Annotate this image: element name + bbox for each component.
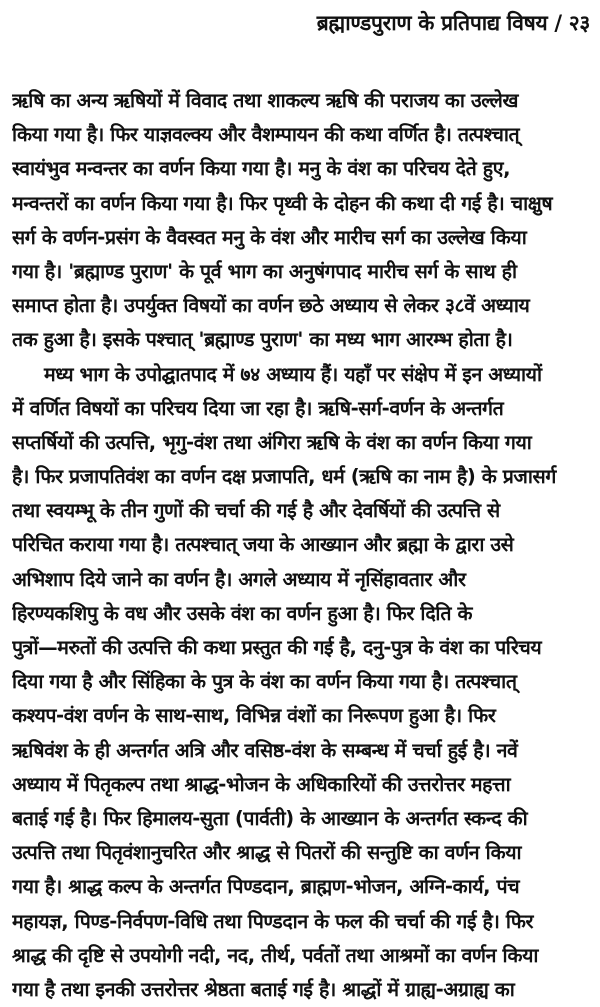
text-line: उत्पत्ति तथा पितृवंशानुचरित और श्राद्ध से पितरों की सन्तुष्टि का वर्णन किया	[12, 841, 522, 865]
text-line: बताई गई है। फिर हिमालय-सुता (पार्वती) के आख्यान के अन्तर्गत स्कन्द की	[12, 806, 528, 830]
text-line: पुत्रों—मरुतों की उत्पत्ति की कथा प्रस्तुत की गई है, दनु-पुत्र के वंश का परिचय	[12, 636, 542, 659]
text-line: समाप्त होता है। उपर्युक्त विषयों का वर्णन छठे अध्याय से लेकर ३८वें अध्याय	[12, 294, 530, 318]
text-line: अभिशाप दिये जाने का वर्णन है। अगले अध्याय में नृसिंहावतार और	[12, 567, 466, 591]
text-line: ऋषिवंश के ही अन्तर्गत अत्रि और वसिष्ठ-वंश के सम्बन्ध में चर्चा हुई है। नवें	[12, 738, 518, 762]
text-line: हिरण्यकशिपु के वध और उसके वंश का वर्णन हुआ है। फिर दिति के	[12, 601, 473, 625]
text-line: दिया गया है और सिंहिका के पुत्र के वंश का वर्णन किया गया है। तत्पश्चात्	[12, 670, 517, 694]
text-line: मध्य भाग के उपोद्घातपाद में ७४ अध्याय हैं। यहाँ पर संक्षेप में इन अध्यायों	[44, 362, 542, 386]
body-text	[12, 84, 592, 1007]
text-line: किया गया है। फिर याज्ञवल्क्य और वैशम्पायन की कथा वर्णित है। तत्पश्चात्	[12, 123, 520, 147]
text-line: गया है तथा इनकी उत्तरोत्तर श्रेष्ठता बताई गई है। श्राद्धों में ग्राह्य-अग्राह्य का	[12, 977, 515, 1001]
text-line: तक हुआ है। इसके पश्चात् 'ब्रह्माण्ड पुराण' का मध्य भाग आरम्भ होता है।	[12, 328, 513, 352]
text-line: स्वायंभुव मन्वन्तर का वर्णन किया गया है। मनु के वंश का परिचय देते हुए,	[12, 157, 511, 181]
text-line: श्राद्ध की दृष्टि से उपयोगी नदी, नद, तीर्थ, पर्वतों तथा आश्रमों का वर्णन किया	[12, 943, 539, 967]
text-line: महायज्ञ, पिण्ड-निर्वपण-विधि तथा पिण्डदान के फल की चर्चा की गई है। फिर	[12, 909, 534, 933]
text-line: तथा स्वयम्भू के तीन गुणों की चर्चा की गई है और देवर्षियों की उत्पत्ति से	[12, 499, 500, 523]
text-line: सर्ग के वर्णन-प्रसंग के वैवस्वत मनु के वंश और मारीच सर्ग का उल्लेख किया	[12, 225, 527, 249]
text-line: परिचित कराया गया है। तत्पश्चात् जया के आख्यान और ब्रह्मा के द्वारा उसे	[12, 533, 514, 557]
text-line: है। फिर प्रजापतिवंश का वर्णन दक्ष प्रजापति, धर्म (ऋषि का नाम है) के प्रजासर्ग	[12, 465, 556, 489]
text-line: मन्वन्तरों का वर्णन किया गया है। फिर पृथ्वी के दोहन की कथा दी गई है। चाक्षुष	[12, 191, 553, 215]
text-line: गया है। 'ब्रह्माण्ड पुराण' के पूर्व भाग का अनुषंगपाद मारीच सर्ग के साथ ही	[12, 259, 517, 283]
text-line: ऋषि का अन्य ऋषियों में विवाद तथा शाकल्य ऋषि की पराजय का उल्लेख	[12, 89, 518, 112]
text-line: कश्यप-वंश वर्णन के साथ-साथ, विभिन्न वंशों का निरूपण हुआ है। फिर	[12, 704, 496, 728]
text-line: अध्याय में पितृकल्प तथा श्राद्ध-भोजन के अधिकारियों की उत्तरोत्तर महत्ता	[12, 772, 511, 796]
text-line: गया है। श्राद्ध कल्प के अन्तर्गत पिण्डदान, ब्राह्मण-भोजन, अग्नि-कार्य, पंच	[12, 875, 520, 899]
text-line: सप्तर्षियों की उत्पत्ति, भृगु-वंश तथा अंगिरा ऋषि के वंश का वर्णन किया गया	[12, 430, 532, 454]
running-header: ब्रह्माण्डपुराण के प्रतिपाद्य विषय / २३	[316, 11, 590, 35]
text-line: में वर्णित विषयों का परिचय दिया जा रहा है। ऋषि-सर्ग-वर्णन के अन्तर्गत	[12, 396, 504, 420]
